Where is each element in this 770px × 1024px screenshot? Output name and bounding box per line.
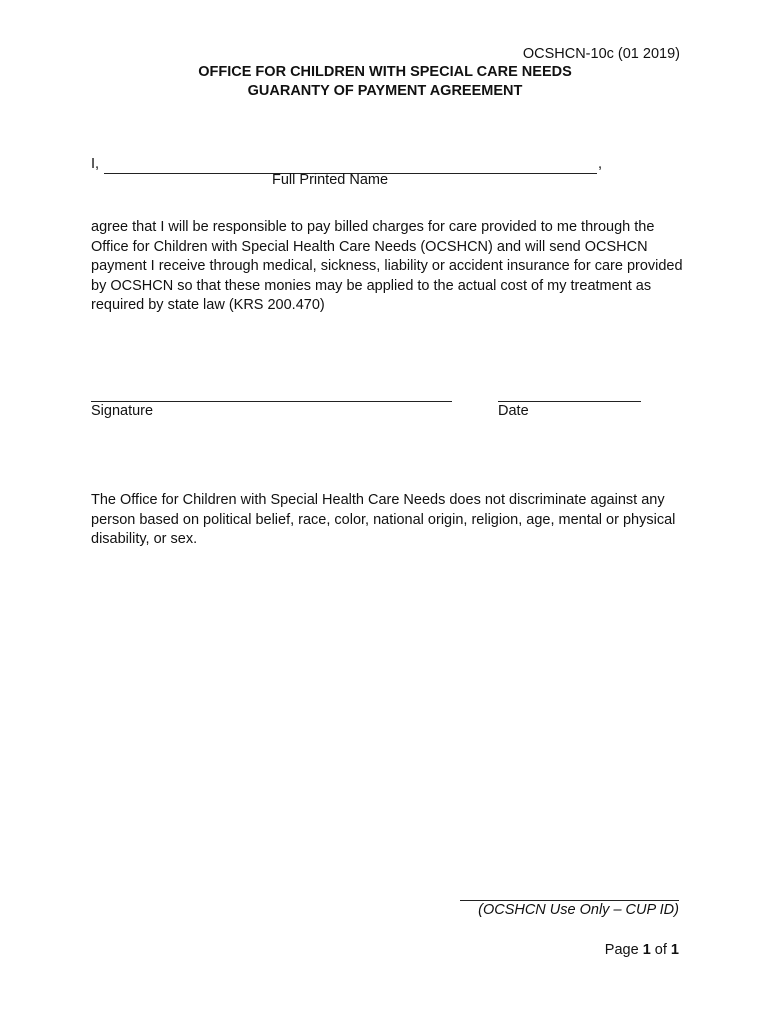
date-label: Date [498, 403, 529, 419]
cup-id-field[interactable] [460, 900, 679, 901]
of-word: of [654, 942, 667, 958]
document-subtitle: GUARANTY OF PAYMENT AGREEMENT [247, 83, 523, 99]
name-prefix: I, [91, 156, 100, 172]
page-current: 1 [642, 942, 651, 958]
full-name-caption: Full Printed Name [272, 172, 389, 188]
agreement-paragraph: agree that I will be responsible to pay billed charges for care provided to me through the Office for Children with Special Health Care Needs (OCSHCN) and will send OCSHCN payment I receive through medical, sickness, liability or accident insurance for care provided by OCSHCN so that these monies may be applied to the actual cost of my treatment as required by state law (KRS 200.470) [91, 219, 683, 314]
page-number [605, 942, 679, 958]
form-id: OCSHCN-10c (01 2019) [522, 46, 680, 62]
document-title: OFFICE FOR CHILDREN WITH SPECIAL CARE NEEDS [198, 64, 572, 80]
date-field[interactable] [498, 401, 641, 402]
signature-field[interactable] [91, 401, 452, 402]
signature-label: Signature [91, 403, 154, 419]
name-suffix-comma: , [598, 156, 603, 172]
cup-id-label: (OCSHCN Use Only – CUP ID) [478, 902, 679, 918]
page-total: 1 [670, 942, 679, 958]
page-word: Page [604, 942, 639, 958]
nondiscrimination-paragraph: The Office for Children with Special Health Care Needs does not discriminate against any person based on political belief, race, color, national origin, religion, age, mental or physical disability, or sex. [91, 492, 676, 548]
